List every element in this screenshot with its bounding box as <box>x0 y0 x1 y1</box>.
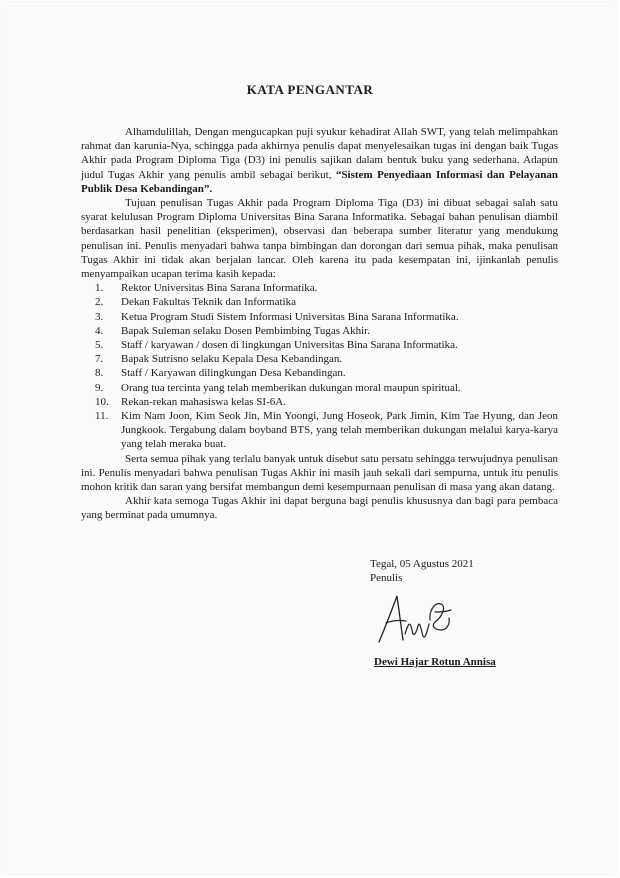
list-item <box>81 310 558 324</box>
signer-name: Dewi Hajar Rotun Annisa <box>374 656 496 668</box>
list-text: Dekan Fakultas Teknik dan Informatika <box>121 296 296 309</box>
list-item <box>81 366 558 380</box>
closing-paragraph: Serta semua pihak yang terlalu banyak untuk disebut satu persatu sehingga terwujudnya penulisan ini. Penulis menyadari bahwa penulisan Tugas Akhir ini masih jauh sekali dari sempurna, untuk itu penulis mohon kritik dan saran yang bersifat membangun demi kesempurnaan penulisan di masa yang akan datang. <box>81 452 558 494</box>
list-number: 3. <box>95 310 104 323</box>
signature-block <box>370 557 570 585</box>
page-title: KATA PENGANTAR <box>246 82 374 97</box>
list-text: Orang tua tercinta yang telah memberikan dukungan moral maupun spiritual. <box>121 381 461 394</box>
list-number: 9. <box>95 381 104 394</box>
handwritten-signature <box>375 590 455 648</box>
list-text: Bapak Suleman selaku Dosen Pembimbing Tugas Akhir. <box>121 324 371 337</box>
list-text: Rektor Universitas Bina Sarana Informatika. <box>121 282 318 295</box>
list-number: 5. <box>95 339 104 352</box>
final-paragraph: Akhir kata semoga Tugas Akhir ini dapat berguna bagi penulis khususnya dan bagi para pembaca yang berminat pada umumnya. <box>81 495 558 522</box>
list-item <box>81 338 558 352</box>
writer-label: Penulis <box>370 572 403 584</box>
list-number: 7. <box>95 353 104 366</box>
place-date: Tegal, 05 Agustus 2021 <box>370 558 474 570</box>
list-item <box>81 324 558 338</box>
list-number: 2. <box>95 296 104 309</box>
document-body <box>81 125 558 523</box>
list-text: Bapak Sutrisno selaku Kepala Desa Kebandingan. <box>121 353 343 366</box>
list-item <box>81 352 558 366</box>
list-text: Staff / Karyawan dilingkungan Desa Kebandingan. <box>121 367 346 380</box>
list-number: 4. <box>95 324 104 337</box>
list-number: 1. <box>95 282 104 295</box>
list-item <box>81 295 558 309</box>
list-item <box>81 395 558 409</box>
list-item <box>81 409 558 452</box>
thesis-title: “Sistem Penyediaan Informasi dan Pelayanan Publik Desa Kebandingan”. <box>81 168 558 195</box>
list-text: Staff / karyawan / dosen di lingkungan Universitas Bina Sarana Informatika. <box>121 339 458 352</box>
list-text: Kim Nam Joon, Kim Seok Jin, Min Yoongi, Jung Hoseok, Park Jimin, Kim Tae Hyung, dan Jeon Jungkook. Tergabung dalam boyband BTS, yang telah memberikan dukungan melalui karya-karya yang telah meraka buat. <box>121 410 558 451</box>
list-item <box>81 381 558 395</box>
list-item <box>81 281 558 295</box>
list-text: Ketua Program Studi Sistem Informasi Universitas Bina Sarana Informatika. <box>121 310 459 323</box>
opening-text: Alhamdulillah, Dengan mengucapkan puji syukur kehadirat Allah SWT, yang telah melimpahkan rahmat dan karunia-Nya, schingga pada akhirnya penulis dapat menyelesaikan tugas ini dengan baik Tugas Akhir pada Program Diploma Tiga (D3) ini penulis sajikan dalam bentuk buku yang sederhana. Adapun judul Tugas Akhir yang penulis ambil sebagai berikut, <box>81 126 558 181</box>
list-number: 10. <box>95 395 109 408</box>
list-number: 11. <box>95 410 109 423</box>
purpose-paragraph: Tujuan penulisan Tugas Akhir pada Program Diploma Tiga (D3) ini dibuat sebagai salah satu syarat kelulusan Program Diploma Universitas Bina Sarana Informatika. Sebagai bahan penulisan diambil berdasarkan hasil penelitian (eksperimen), observasi dan beberapa sumber literatur yang mendukung penulisan ini. Penulis menyadari bahwa tanpa bimbingan dan dorongan dari semua pihak, maka penulisan Tugas Akhir ini tidak akan berjalan lancar. Oleh karena itu pada kesempatan ini, ijinkanlah penulis menyampaikan ucapan terima kasih kepada: <box>81 197 558 281</box>
list-text: Rekan-rekan mahasiswa kelas SI-6A. <box>121 395 286 408</box>
opening-paragraph <box>81 125 558 196</box>
thanks-list <box>81 281 558 451</box>
list-number: 8. <box>95 367 104 380</box>
